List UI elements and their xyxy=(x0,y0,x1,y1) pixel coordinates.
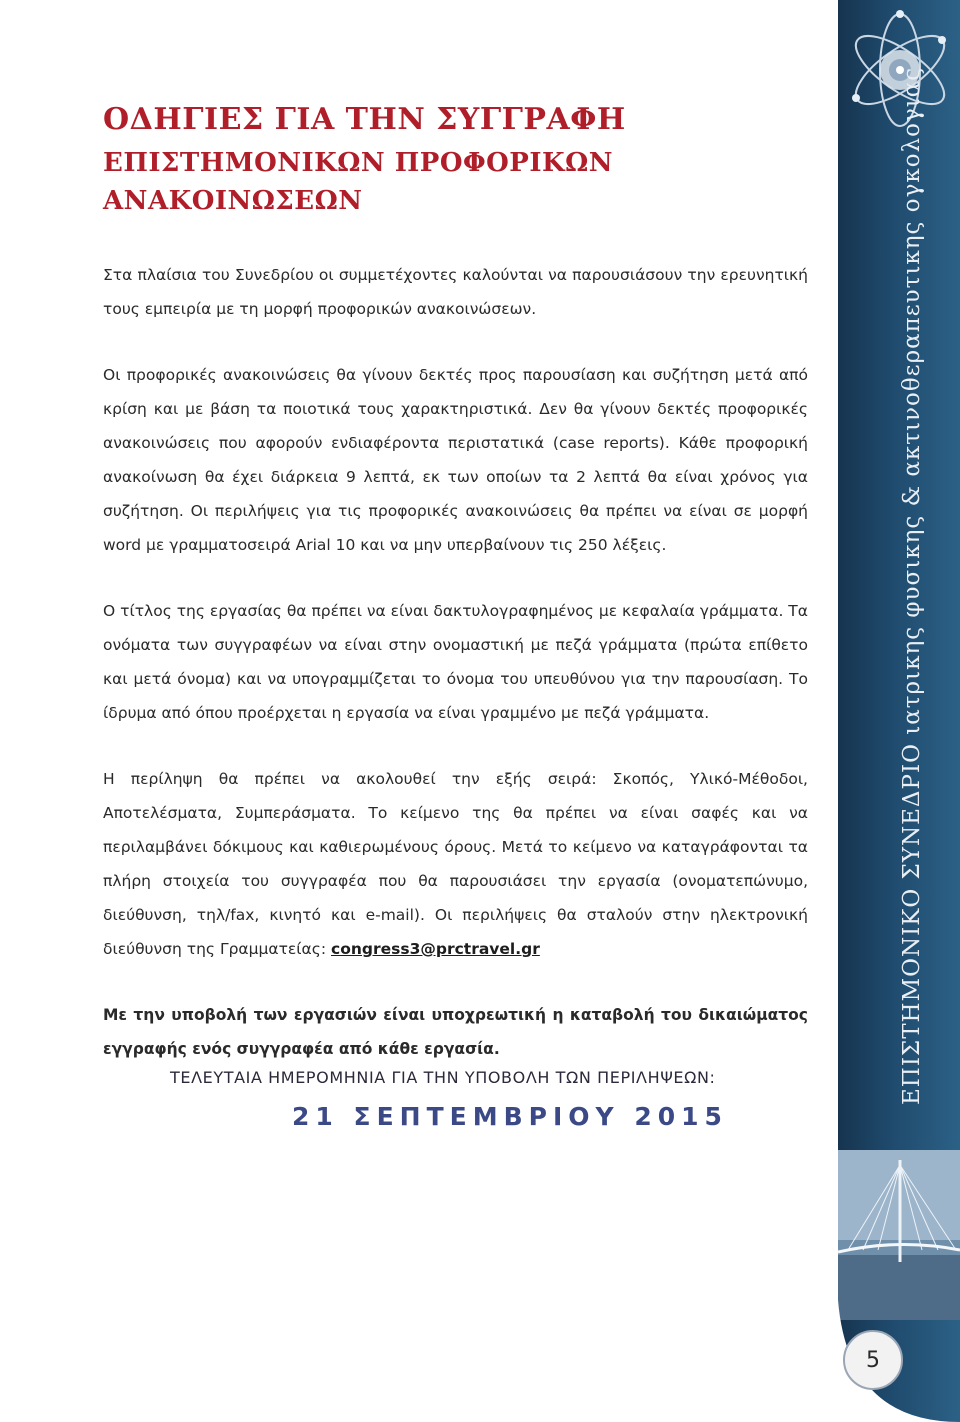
deadline-date: 21 ΣΕΠΤΕΜΒΡΙΟΥ 2015 xyxy=(292,1102,728,1131)
abstract-structure-text: Η περίληψη θα πρέπει να ακολουθεί την εξής σειρά: Σκοπός, Υλικό-Μέθοδοι, Αποτελέσματα, Συμπεράσματα. Το κείμενο της θα πρέπει να είναι σαφές και να περιλαμβάνει δόκιμους και καθιερωμένους όρους. Μετά το κείμενο να καταγράφονται τα πλήρη στοιχεία του συγγραφέα που θα παρουσιάσει την εργασία (ονοματεπώνυμο, διεύθυνση, τηλ/fax, κινητό και e-mail). Οι περιλήψεις θα σταλούν στην ηλεκτρονική διεύθυνση της Γραμματείας: xyxy=(103,770,808,958)
paragraph-intro: Στα πλαίσια του Συνεδρίου οι συμμετέχοντες καλούνται να παρουσιάσουν την ερευνητική τους εμπειρία με τη μορφή προφορικών ανακοινώσεων. xyxy=(103,266,808,318)
paragraph-oral-presentations: Οι προφορικές ανακοινώσεις θα γίνουν δεκτές προς παρουσίαση και συζήτηση μετά από κρίση και με βάση τα ποιοτικά τους χαρακτηριστικά. Δεν θα γίνουν δεκτές προφορικές ανακοινώσεις που αφορούν ενδιαφέροντα περιστατικά (case reports). Κάθε προφορική ανακοίνωση θα έχει διάρκεια 9 λεπτά, εκ των οποίων τα 2 λεπτά θα είναι χρόνος για συζήτηση. Οι περιλήψεις για τις προφορικές ανακοινώσεις θα πρέπει να είναι σε μορφή word με γραμματοσειρά Arial 10 και να μην υπερβαίνουν τις 250 λέξεις. xyxy=(103,366,808,554)
paragraph-abstract-structure xyxy=(103,762,808,966)
paragraph-title-format: Ο τίτλος της εργασίας θα πρέπει να είναι δακτυλογραφημένος με κεφαλαία γράμματα. Τα ονόματα των συγγραφέων να είναι στην ονομαστική με πεζά γράμματα (πρώτα επίθετο και μετά όνομα) και να υπογραμμίζεται το όνομα του υπευθύνου για την παρουσίαση. Το ίδρυμα από όπου προέρχεται η εργασία να είναι γραμμένο με πεζά γράμματα. xyxy=(103,602,808,722)
conference-vertical-title: ΕΠΙΣΤΗΜΟΝΙΚΟ ΣΥΝΕΔΡΙΟ ιατρικης φυσικης & ακτινοθεραπευτικης ογκολογιας xyxy=(899,66,925,1105)
page-number: 5 xyxy=(843,1330,903,1390)
main-content xyxy=(103,100,808,1066)
secretariat-email-link[interactable]: congress3@prctravel.gr xyxy=(331,940,540,958)
deadline-label: ΤΕΛΕΥΤΑΙΑ ΗΜΕΡΟΜΗΝΙΑ ΓΙΑ ΤΗΝ ΥΠΟΒΟΛΗ ΤΩΝ ΠΕΡΙΛΗΨΕΩΝ: xyxy=(170,1068,716,1087)
bridge-image-icon xyxy=(838,1150,960,1320)
side-banner xyxy=(838,0,960,1422)
title-line-2: ΕΠΙΣΤΗΜΟΝΙΚΩΝ ΠΡΟΦΟΡΙΚΩΝ ΑΝΑΚΟΙΝΩΣΕΩΝ xyxy=(103,148,614,216)
title-line-1: ΟΔΗΓΙΕΣ ΓΙΑ ΤΗΝ ΣΥΓΓΡΑΦΗ xyxy=(103,102,626,137)
paragraph-registration-note: Με την υποβολή των εργασιών είναι υποχρεωτική η καταβολή του δικαιώματος εγγραφής ενός συγγραφέα από κάθε εργασία. xyxy=(103,1006,808,1058)
